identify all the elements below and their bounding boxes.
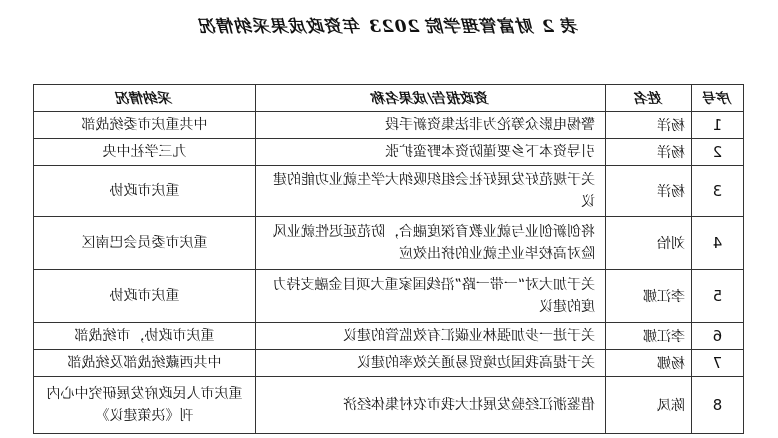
table-row xyxy=(34,166,744,217)
row-result: 关于提高我国边境贸易通关效率的建议 xyxy=(256,350,606,377)
row-index: 4 xyxy=(692,217,744,270)
row-adoption: 九三学社中央 xyxy=(34,139,256,166)
row-name: 杨洋 xyxy=(606,166,692,217)
row-adoption: 重庆市政协，市统战部 xyxy=(34,323,256,350)
row-adoption: 重庆市人民政府发展研究中心内刊《决策建议》 xyxy=(34,377,256,434)
row-result: 关于规范好发展好社会组织吸纳大学生就业功能的建议 xyxy=(256,166,606,217)
row-adoption: 重庆市委员会巴南区 xyxy=(34,217,256,270)
header-adoption: 采纳情况 xyxy=(34,85,256,112)
row-name: 李江娜 xyxy=(606,323,692,350)
table-row xyxy=(34,350,744,377)
row-name: 杨洋 xyxy=(606,112,692,139)
table-row xyxy=(34,270,744,323)
table-header-row xyxy=(34,85,744,112)
row-result: 警惕电影众筹沦为非法集资新手段 xyxy=(256,112,606,139)
row-result: 借鉴浙江经验发展壮大我市农村集体经济 xyxy=(256,377,606,434)
table-row xyxy=(34,377,744,434)
row-name: 陈凤 xyxy=(606,377,692,434)
row-name: 刘怡 xyxy=(606,217,692,270)
header-index: 序号 xyxy=(692,85,744,112)
row-index: 8 xyxy=(692,377,744,434)
table-row xyxy=(34,139,744,166)
row-index: 2 xyxy=(692,139,744,166)
row-result: 关于加大对“一带一路”沿线国家重大项目金融支持力度的建议 xyxy=(256,270,606,323)
header-name: 姓名 xyxy=(606,85,692,112)
row-name: 杨洋 xyxy=(606,139,692,166)
row-index: 1 xyxy=(692,112,744,139)
row-index: 6 xyxy=(692,323,744,350)
row-result: 引导资本下乡要谨防资本野蛮扩张 xyxy=(256,139,606,166)
row-index: 7 xyxy=(692,350,744,377)
header-result: 资政报告/成果名称 xyxy=(256,85,606,112)
row-result: 将创新创业与就业教育深度融合，防范延迟性就业风险对高校毕业生就业的挤出效应 xyxy=(256,217,606,270)
table-row xyxy=(34,217,744,270)
row-adoption: 重庆市政协 xyxy=(34,270,256,323)
table-row xyxy=(34,112,744,139)
page-title: 表 2 财富管理学院 2023 年资政成果采纳情况 xyxy=(199,17,579,37)
row-result: 关于进一步加强林业碳汇有效监管的建议 xyxy=(256,323,606,350)
row-index: 3 xyxy=(692,166,744,217)
table-row xyxy=(34,323,744,350)
row-name: 杨娜 xyxy=(606,350,692,377)
results-table xyxy=(33,84,744,434)
row-adoption: 中共西藏统战部及统战部 xyxy=(34,350,256,377)
row-name: 李江娜 xyxy=(606,270,692,323)
row-adoption: 中共重庆市委统战部 xyxy=(34,112,256,139)
row-adoption: 重庆市政协 xyxy=(34,166,256,217)
row-index: 5 xyxy=(692,270,744,323)
